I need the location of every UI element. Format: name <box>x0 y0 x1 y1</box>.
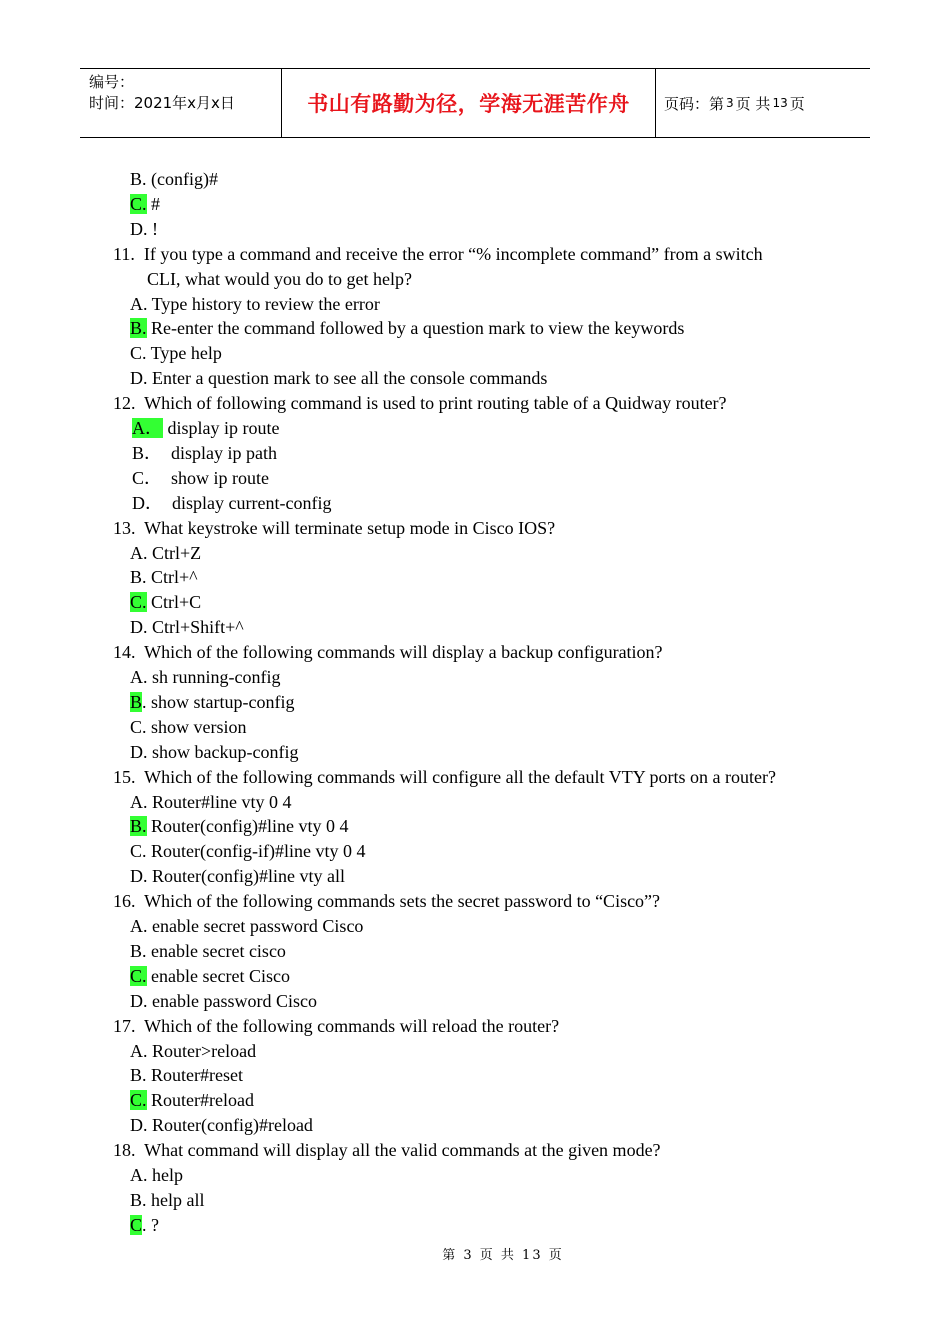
question-line <box>113 516 555 541</box>
line-text: # <box>146 193 161 214</box>
number-label: 编号： <box>89 73 135 91</box>
line-text: C. Type help <box>130 343 222 364</box>
option-line <box>130 341 222 366</box>
line-text: B. Ctrl+^ <box>130 567 198 588</box>
line-text: 11. If you type a command and receive the error “% incomplete command” from a switch <box>113 243 763 264</box>
line-text: 16. Which of the following commands sets the secret password to “Cisco”? <box>113 891 661 912</box>
header-meta <box>80 69 281 137</box>
line-text: B. (config)# <box>130 169 218 189</box>
page-header <box>80 68 870 138</box>
question-line <box>113 1138 661 1163</box>
line-text: A. enable secret password Cisco <box>130 916 364 936</box>
option-line <box>130 541 201 566</box>
question-line <box>113 242 763 267</box>
line-text: B． display ip path <box>132 442 277 463</box>
option-line <box>130 217 158 242</box>
option-line <box>130 192 160 217</box>
question-line <box>113 640 663 665</box>
option-line <box>130 665 280 690</box>
line-text: A. Router>reload <box>130 1040 257 1061</box>
option-line <box>130 167 218 192</box>
option-line <box>130 366 547 391</box>
answer-highlight: B <box>130 691 143 712</box>
page-total: 13 <box>772 96 788 110</box>
option-line <box>130 1163 183 1188</box>
line-text: Router#reload <box>146 1090 254 1111</box>
question-line <box>113 889 660 914</box>
line-text: D. enable password Cisco <box>130 990 317 1011</box>
option-line <box>130 914 363 939</box>
answer-highlight: C. <box>130 592 147 613</box>
date-label: 时间：2021年x月x日 <box>89 94 235 112</box>
header-page-info <box>655 69 870 137</box>
answer-highlight: B. <box>130 318 147 339</box>
line-text: 12. Which of following command is used to print routing table of a Quidway router? <box>113 393 727 414</box>
page-suffix: 页 <box>789 94 805 113</box>
page-mid: 页 共 <box>735 94 771 113</box>
option-line <box>132 466 269 491</box>
page-prefix: 页码：第 <box>664 94 725 113</box>
option-line <box>130 1039 256 1064</box>
line-text: . show startup-config <box>142 691 295 712</box>
option-line <box>130 292 380 317</box>
line-text: A. sh running-config <box>130 667 281 687</box>
page-number: 3 <box>726 96 734 110</box>
option-line <box>130 590 201 615</box>
option-line <box>130 939 286 964</box>
line-text: B. Router#reset <box>130 1065 243 1086</box>
option-line <box>130 715 247 740</box>
line-text: display ip route <box>163 418 280 438</box>
line-text: 15. Which of the following commands will configure all the default VTY ports on a router? <box>113 766 777 787</box>
line-text: D. Router(config)#line vty all <box>130 866 345 887</box>
line-text: Router(config)#line vty 0 4 <box>146 816 349 837</box>
option-line <box>130 565 198 590</box>
question-line <box>147 267 412 292</box>
line-text: CLI, what would you do to get help? <box>147 268 412 289</box>
answer-highlight: C. <box>130 193 147 214</box>
page-footer: 第 3 页 共 13 页 <box>442 1248 564 1263</box>
line-text: 18. What command will display all the valid commands at the given mode? <box>113 1140 661 1161</box>
question-line <box>113 391 727 416</box>
line-text: A. Type history to review the error <box>130 293 380 314</box>
answer-highlight: C <box>130 1214 143 1235</box>
option-line <box>130 1113 313 1138</box>
line-text: B. help all <box>130 1189 205 1210</box>
option-line <box>132 416 279 441</box>
option-line <box>130 864 345 889</box>
option-line <box>130 790 291 815</box>
option-line <box>130 1188 205 1213</box>
line-text: Re-enter the command followed by a question mark to view the keywords <box>146 318 685 339</box>
option-line <box>130 316 684 341</box>
answer-highlight: B. <box>130 816 147 837</box>
question-line <box>113 1014 559 1039</box>
line-text: A. Router#line vty 0 4 <box>130 791 292 812</box>
option-line <box>130 839 365 864</box>
line-text: A. Ctrl+Z <box>130 542 202 563</box>
line-text: D. Router(config)#reload <box>130 1115 313 1136</box>
option-line <box>130 1088 254 1113</box>
option-line <box>130 989 317 1014</box>
option-line <box>130 964 290 989</box>
line-text: 17. Which of the following commands will reload the router? <box>113 1015 560 1036</box>
line-text: enable secret Cisco <box>146 965 290 986</box>
header-motto: 书山有路勤为径，学海无涯苦作舟 <box>281 69 656 137</box>
line-text: . ? <box>142 1214 160 1235</box>
line-text: A. help <box>130 1165 183 1185</box>
line-text: Ctrl+C <box>146 592 202 613</box>
option-line <box>132 491 331 516</box>
question-line <box>113 765 776 790</box>
option-line <box>130 1063 243 1088</box>
option-line <box>130 690 295 715</box>
option-line <box>130 615 244 640</box>
line-text: D. show backup-config <box>130 741 299 762</box>
line-text: C. Router(config-if)#line vty 0 4 <box>130 841 366 862</box>
line-text: C． show ip route <box>132 467 269 488</box>
answer-highlight: C. <box>130 965 147 986</box>
option-line <box>132 441 277 466</box>
line-text: B. enable secret cisco <box>130 940 286 961</box>
option-line <box>130 740 298 765</box>
line-text: D. ! <box>130 218 158 239</box>
line-text: D． display current-config <box>132 492 332 513</box>
line-text: D. Enter a question mark to see all the console commands <box>130 368 548 389</box>
line-text: 13. What keystroke will terminate setup mode in Cisco IOS? <box>113 517 556 538</box>
answer-highlight: C. <box>130 1090 147 1111</box>
option-line <box>130 814 348 839</box>
line-text: C. show version <box>130 716 247 737</box>
answer-highlight: A． <box>132 418 163 438</box>
line-text: 14. Which of the following commands will display a backup configuration? <box>113 642 663 663</box>
line-text: D. Ctrl+Shift+^ <box>130 617 244 638</box>
option-line <box>130 1213 159 1238</box>
